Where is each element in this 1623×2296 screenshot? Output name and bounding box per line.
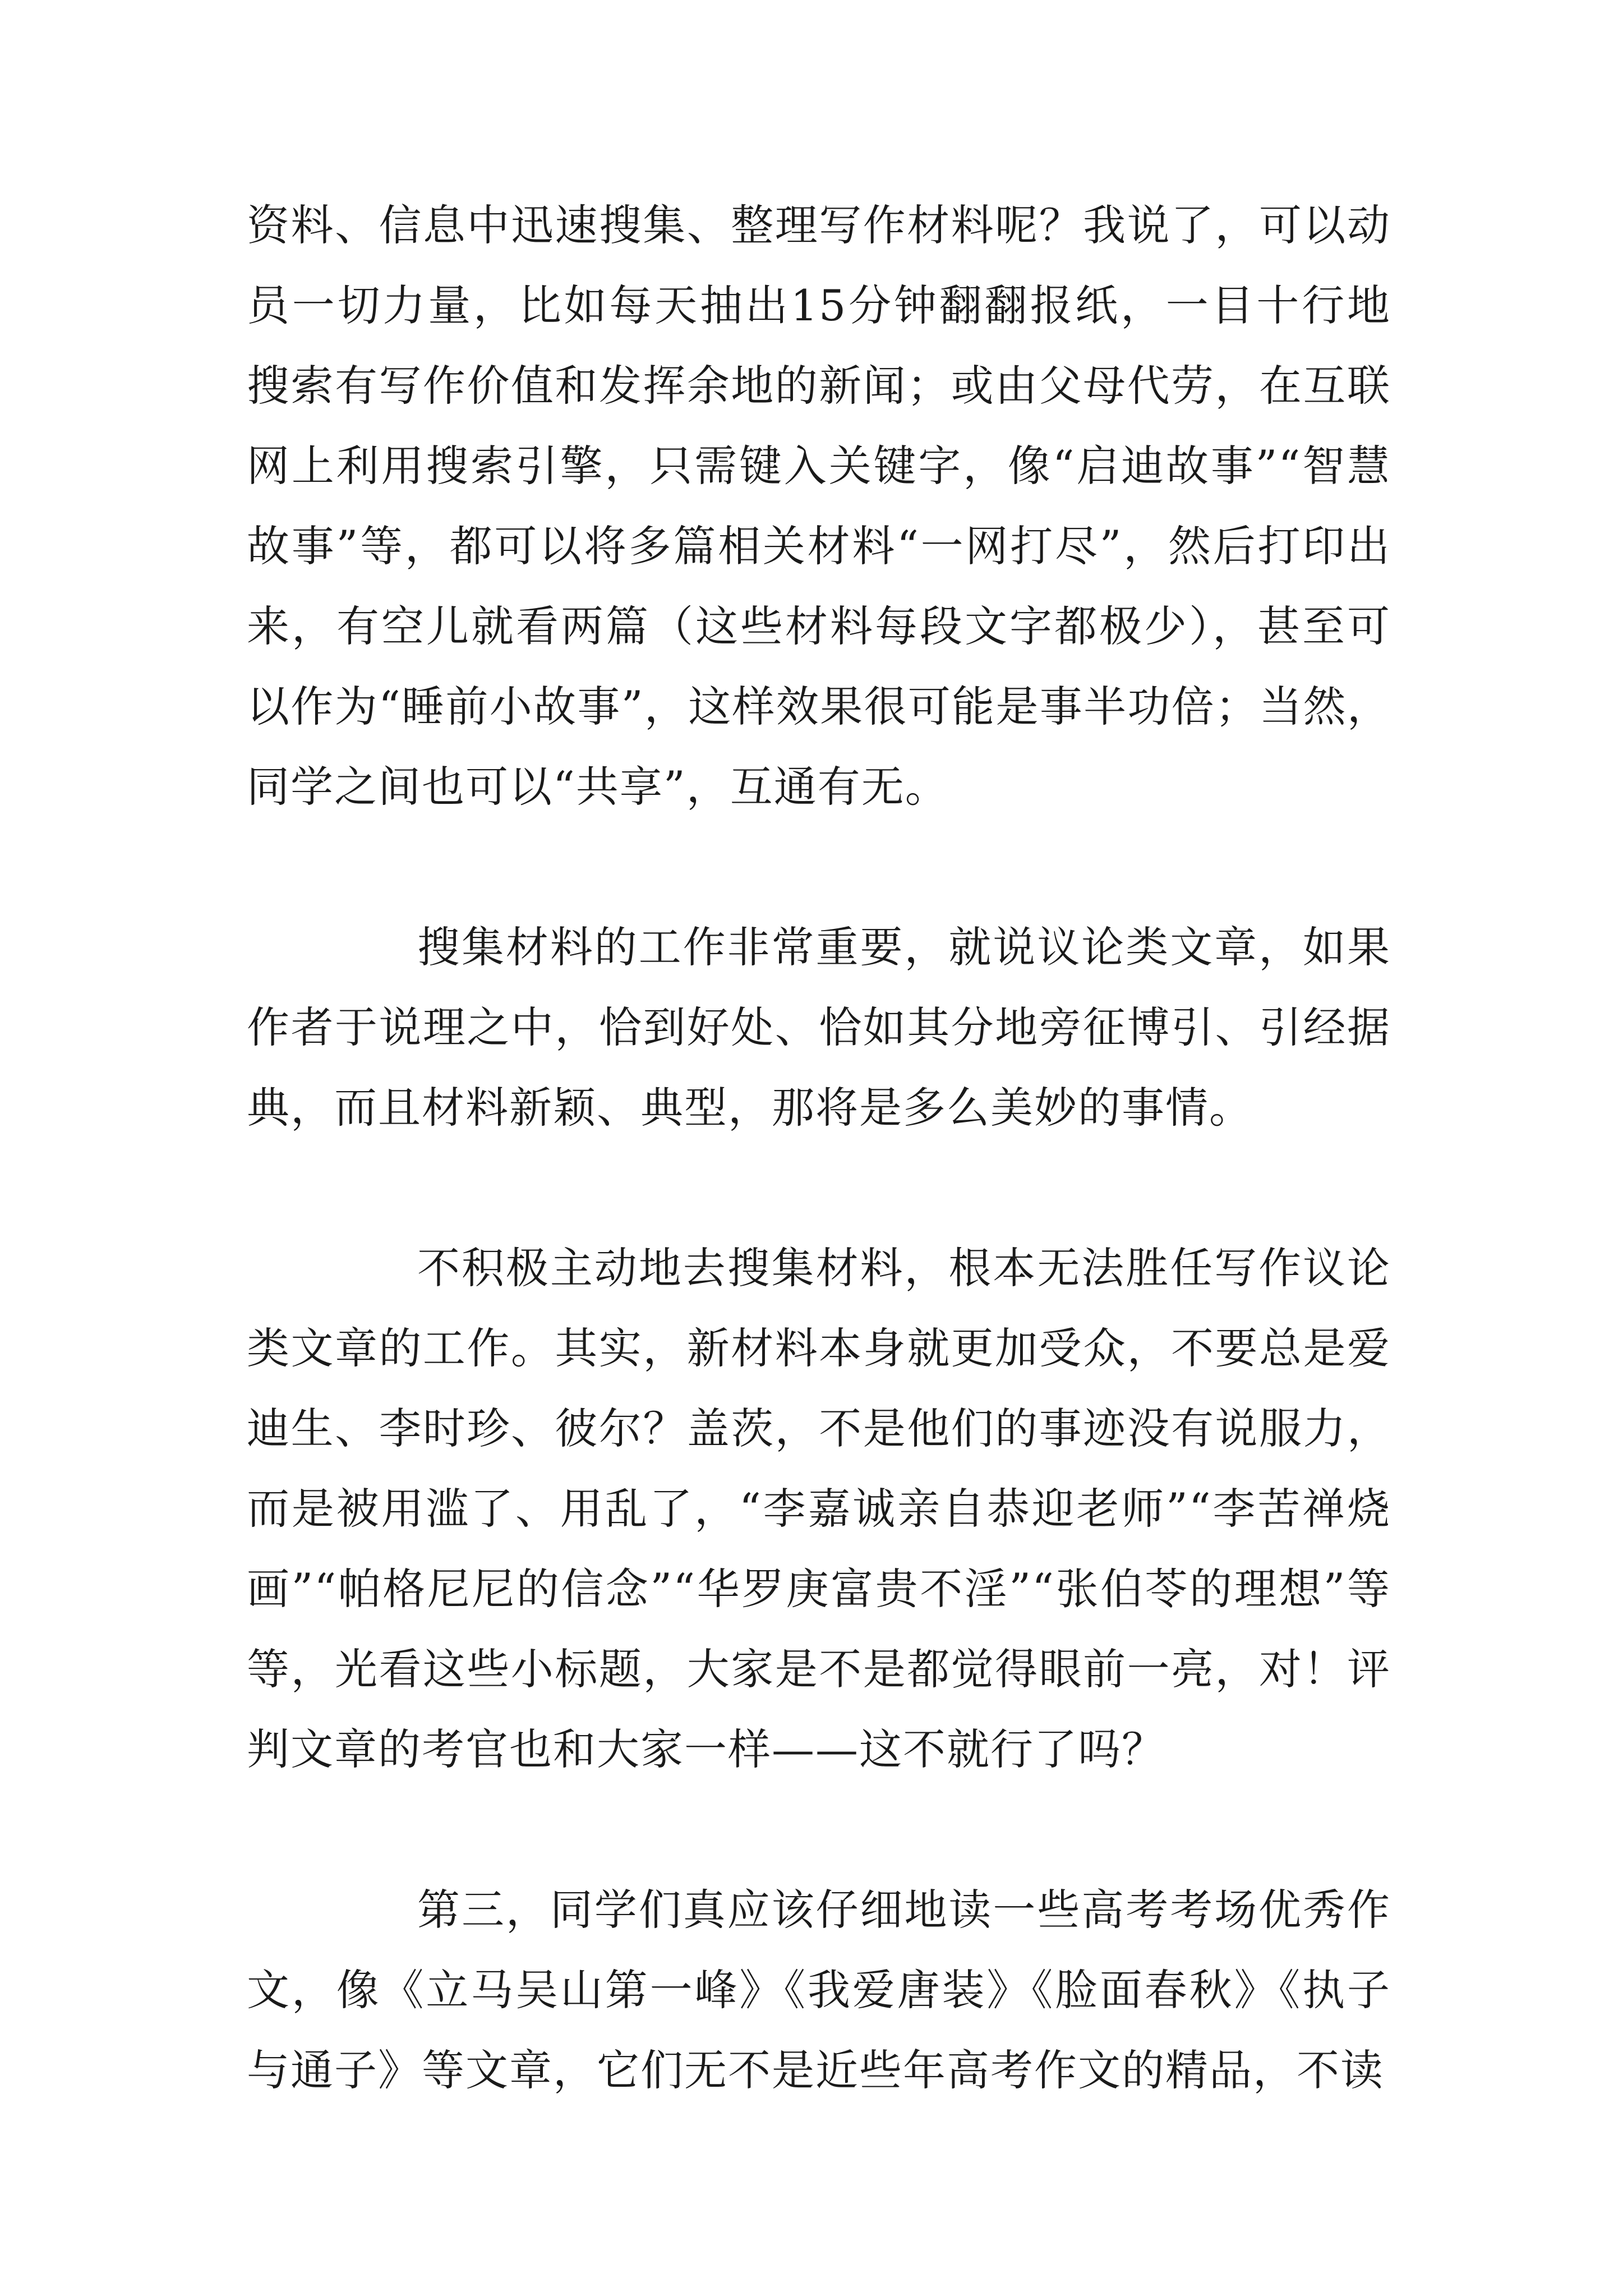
paragraph-third-point: 第三，同学们真应该仔细地读一些高考考场优秀作文，像《立马吴山第一峰》《我爱唐装》《脸面春秋》《执子与通子》等文章，它们无不是近些年高考作文的精品，不读: [247, 1885, 1391, 2095]
paragraph-new-material: 不积极主动地去搜集材料，根本无法胜任写作议论类文章的工作。其实，新材料本身就更加受众，不要总是爱迪生、李时珍、彼尔？盖茨，不是他们的事迹没有说服力，而是被用滥了、用乱了，“李嘉诚亲自恭迎老师”“李苦禅烧画”“帕格尼尼的信念”“华罗庚富贵不淫”“张伯苓的理想”等等，光看这些小标题，大家是不是都觉得眼前一亮，对！评判文章的考官也和大家一样——这不就行了吗？: [247, 1243, 1391, 1774]
paragraph-material-importance: 搜集材料的工作非常重要，就说议论类文章，如果作者于说理之中，恰到好处、恰如其分地旁征博引、引经据典，而且材料新颖、典型，那将是多么美妙的事情。: [247, 922, 1391, 1133]
document-body: [247, 185, 1391, 2110]
paragraph-continued: 资料、信息中迅速搜集、整理写作材料呢？我说了，可以动员一切力量，比如每天抽出15分钟翻翻报纸，一目十行地搜索有写作价值和发挥余地的新闻；或由父母代劳，在互联网上利用搜索引擎，只需键入关键字，像“启迪故事”“智慧故事”等，都可以将多篇相关材料“一网打尽”，然后打印出来，有空儿就看两篇（这些材料每段文字都极少），甚至可以作为“睡前小故事”，这样效果很可能是事半功倍；当然，同学之间也可以“共享”，互通有无。: [247, 200, 1391, 812]
